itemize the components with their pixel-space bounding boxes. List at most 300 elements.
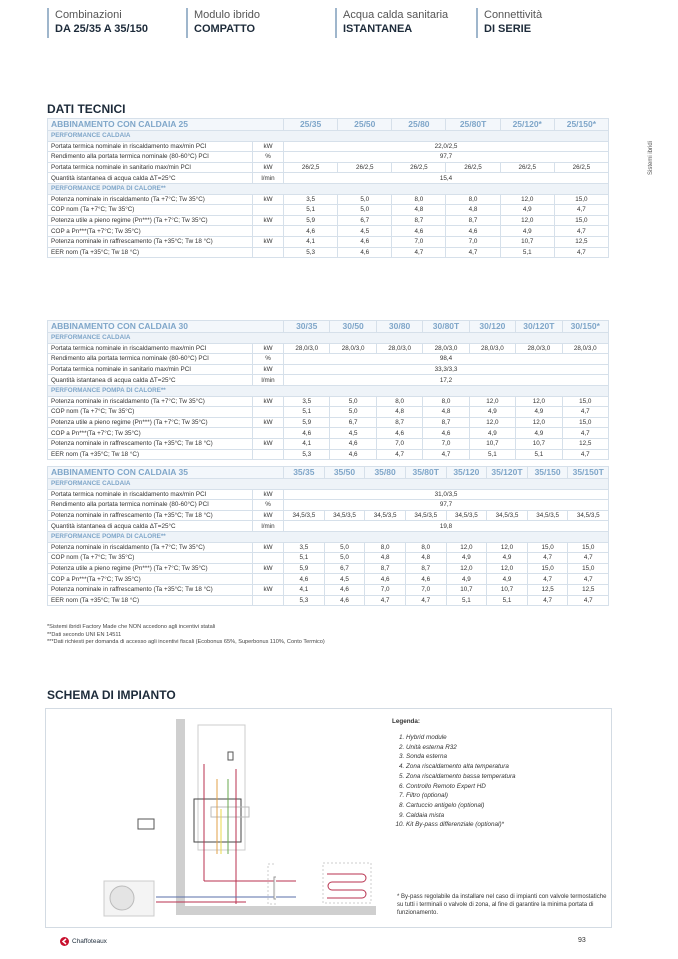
- row-unit: kW: [253, 510, 284, 521]
- row-unit: kW: [253, 194, 284, 205]
- row-value: 3,5: [284, 194, 338, 205]
- row-value: 4,6: [423, 428, 469, 439]
- row-label: Potenza utile a pieno regime (Pn***) (Ta +7°C; Tw 35°C): [48, 417, 253, 428]
- row-value: 5,1: [500, 247, 554, 258]
- row-label: Quantità istantanea di acqua calda ΔT=25°C: [48, 375, 253, 386]
- row-unit: [253, 553, 284, 564]
- row-value: 4,7: [527, 595, 568, 606]
- row-unit: kW: [253, 215, 284, 226]
- row-value-merged: 31,0/3,5: [284, 489, 609, 500]
- row-unit: [253, 428, 284, 439]
- row-value: 34,5/3,5: [365, 510, 406, 521]
- row-label: EER nom (Ta +35°C; Tw 18 °C): [48, 595, 253, 606]
- row-value: 7,0: [365, 584, 406, 595]
- row-value: 4,6: [376, 428, 422, 439]
- row-unit: l/min: [253, 521, 284, 532]
- row-unit: l/min: [253, 375, 284, 386]
- legend-item: 4. Zona riscaldamento alta temperatura: [406, 762, 516, 772]
- legend: [392, 718, 516, 830]
- model-header: 30/50: [330, 321, 376, 333]
- row-value: 6,7: [330, 417, 376, 428]
- row-value: 7,0: [376, 438, 422, 449]
- section-title-dati-tecnici: DATI TECNICI: [47, 102, 126, 116]
- row-value: 4,9: [469, 428, 515, 439]
- row-value: 4,8: [423, 407, 469, 418]
- table-row: [48, 364, 609, 375]
- model-header: 30/80: [376, 321, 422, 333]
- row-value: 4,6: [405, 574, 446, 585]
- row-value: 4,6: [392, 226, 446, 237]
- row-value: 4,8: [376, 407, 422, 418]
- row-value: 4,7: [392, 247, 446, 258]
- brand-name: Chaffoteaux: [72, 938, 107, 945]
- row-unit: kW: [253, 542, 284, 553]
- table-subheader-row: [48, 131, 609, 142]
- model-header: 35/150T: [568, 467, 609, 479]
- footnote: *Sistemi ibridi Factory Made che NON accedono agli incentivi statali: [47, 624, 216, 630]
- header-value: DI SERIE: [484, 23, 532, 35]
- row-value: 4,9: [500, 226, 554, 237]
- row-value: 4,7: [423, 449, 469, 460]
- legend-item: 2. Unità esterna R32: [406, 743, 516, 753]
- table-row: [48, 375, 609, 386]
- model-header: 35/80T: [405, 467, 446, 479]
- row-label: COP nom (Ta +7°C; Tw 35°C): [48, 553, 253, 564]
- row-unit: kW: [253, 141, 284, 152]
- row-unit: [253, 595, 284, 606]
- row-value: 15,0: [554, 194, 608, 205]
- row-value: 4,7: [527, 553, 568, 564]
- row-value: 4,7: [568, 553, 609, 564]
- row-value: 15,0: [527, 542, 568, 553]
- row-value: 4,7: [562, 428, 608, 439]
- legend-item: 8. Cartuccio antigelo (optional): [406, 801, 516, 811]
- row-value: 4,6: [330, 438, 376, 449]
- row-value: 4,7: [365, 595, 406, 606]
- row-value: 4,9: [446, 574, 487, 585]
- row-value: 4,9: [487, 574, 528, 585]
- row-value: 4,6: [324, 595, 365, 606]
- row-value: 5,1: [487, 595, 528, 606]
- row-label: Quantità istantanea di acqua calda ΔT=25°C: [48, 521, 253, 532]
- model-header: 25/150*: [554, 119, 608, 131]
- row-value: 6,7: [324, 563, 365, 574]
- model-header: 35/80: [365, 467, 406, 479]
- row-value: 7,0: [392, 236, 446, 247]
- row-value: 4,7: [568, 595, 609, 606]
- table-row: [48, 152, 609, 163]
- subheader-label: PERFORMANCE POMPA DI CALORE**: [48, 183, 609, 194]
- row-value: 4,5: [324, 574, 365, 585]
- header-label: Modulo ibrido: [194, 9, 261, 21]
- row-value: 34,5/3,5: [487, 510, 528, 521]
- row-value: 12,0: [469, 396, 515, 407]
- row-value: 5,3: [284, 595, 325, 606]
- row-value: 8,0: [405, 542, 446, 553]
- model-header: 25/35: [284, 119, 338, 131]
- row-unit: [253, 449, 284, 460]
- zone-box: [323, 863, 371, 903]
- row-label: Potenza utile a pieno regime (Pn***) (Ta +7°C; Tw 35°C): [48, 215, 253, 226]
- table-caldaia-35: [47, 466, 609, 606]
- row-unit: %: [253, 152, 284, 163]
- row-value: 15,0: [527, 563, 568, 574]
- row-label: Portata termica nominale in riscaldamento max/min PCI: [48, 141, 253, 152]
- table-row: [48, 584, 609, 595]
- row-value: 8,7: [405, 563, 446, 574]
- row-value-merged: 19,8: [284, 521, 609, 532]
- header-item-connettivita: [476, 8, 604, 38]
- row-value: 5,0: [338, 205, 392, 216]
- header-item-modulo: [186, 8, 314, 38]
- table-caldaia-25: [47, 118, 609, 258]
- row-value: 4,7: [554, 226, 608, 237]
- row-value: 7,0: [446, 236, 500, 247]
- table-row: [48, 595, 609, 606]
- row-value: 26/2,5: [554, 162, 608, 173]
- model-header: 30/80T: [423, 321, 469, 333]
- model-header: 30/35: [284, 321, 330, 333]
- row-value: 15,0: [554, 215, 608, 226]
- row-unit: kW: [253, 584, 284, 595]
- row-value: 4,6: [330, 449, 376, 460]
- row-value: 34,5/3,5: [568, 510, 609, 521]
- row-value: 12,0: [469, 417, 515, 428]
- row-value: 4,5: [338, 226, 392, 237]
- footnote: ***Dati richiesti per domanda di accesso agli incentivi fiscali (Ecobonus 65%, Superbonus 110%, Conto Termico): [47, 639, 325, 645]
- table-row: [48, 354, 609, 365]
- row-value: 10,7: [487, 584, 528, 595]
- row-value: 5,9: [284, 215, 338, 226]
- row-value: 5,0: [330, 407, 376, 418]
- row-value: 12,0: [516, 396, 562, 407]
- table-subheader-row: [48, 385, 609, 396]
- row-value: 12,5: [562, 438, 608, 449]
- legend-item: 10. Kit By-pass differenziale (optional)*: [406, 820, 516, 830]
- row-value: 12,0: [446, 563, 487, 574]
- row-value: 15,0: [562, 417, 608, 428]
- row-unit: kW: [253, 236, 284, 247]
- footnote: **Dati secondo UNI EN 14511: [47, 631, 122, 638]
- zones-schematic: [46, 709, 276, 927]
- row-label: Rendimento alla portata termica nominale (80-60°C) PCI: [48, 152, 253, 163]
- row-value: 12,0: [500, 215, 554, 226]
- row-value: 6,7: [338, 215, 392, 226]
- model-header: 25/80T: [446, 119, 500, 131]
- row-value: 26/2,5: [392, 162, 446, 173]
- section-title-schema: SCHEMA DI IMPIANTO: [47, 688, 176, 702]
- table-subheader-row: [48, 479, 609, 490]
- row-value: 12,0: [516, 417, 562, 428]
- row-value: 5,9: [284, 563, 325, 574]
- row-value: 12,0: [500, 194, 554, 205]
- row-value-merged: 17,2: [284, 375, 609, 386]
- table-row: [48, 343, 609, 354]
- row-value: 34,5/3,5: [284, 510, 325, 521]
- row-value-merged: 97,7: [284, 500, 609, 511]
- row-value: 28,0/3,0: [376, 343, 422, 354]
- row-value: 4,7: [568, 574, 609, 585]
- row-value: 12,0: [487, 542, 528, 553]
- table-header-row: [48, 321, 609, 333]
- row-value: 5,0: [324, 542, 365, 553]
- row-value: 4,9: [500, 205, 554, 216]
- row-value: 4,9: [516, 407, 562, 418]
- row-value: 4,6: [446, 226, 500, 237]
- row-unit: %: [253, 354, 284, 365]
- row-label: Potenza nominale in riscaldamento (Ta +7°C; Tw 35°C): [48, 542, 253, 553]
- row-value: 8,0: [423, 396, 469, 407]
- row-value: 15,0: [562, 396, 608, 407]
- row-value: 4,8: [405, 553, 446, 564]
- row-value: 5,3: [284, 449, 330, 460]
- row-value: 5,0: [324, 553, 365, 564]
- row-value: 4,6: [284, 226, 338, 237]
- row-value: 34,5/3,5: [527, 510, 568, 521]
- table-row: [48, 141, 609, 152]
- row-label: Potenza nominale in riscaldamento (Ta +7°C; Tw 35°C): [48, 396, 253, 407]
- header-label: Acqua calda sanitaria: [343, 9, 449, 21]
- table-row: [48, 510, 609, 521]
- row-value: 26/2,5: [446, 162, 500, 173]
- row-label: Potenza nominale in riscaldamento (Ta +7°C; Tw 35°C): [48, 194, 253, 205]
- table-caldaia-30: [47, 320, 609, 460]
- table-subheader-row: [48, 183, 609, 194]
- row-label: EER nom (Ta +35°C; Tw 18 °C): [48, 449, 253, 460]
- legend-title: Legenda:: [392, 718, 420, 725]
- row-value: 4,6: [338, 236, 392, 247]
- row-value: 28,0/3,0: [330, 343, 376, 354]
- bypass-note: * By-pass regolabile da installare nel caso di impianti con valvole termostatiche su tutti i terminali o valvole di zona, al fine di garantire la minima portata di funzionamento.: [397, 894, 607, 916]
- legend-item: 9. Caldaia mista: [406, 811, 516, 821]
- row-value: 5,1: [516, 449, 562, 460]
- row-value: 28,0/3,0: [562, 343, 608, 354]
- row-value: 5,1: [469, 449, 515, 460]
- row-label: Potenza nominale in raffrescamento (Ta +35°C; Tw 18 °C): [48, 584, 253, 595]
- row-value: 34,5/3,5: [446, 510, 487, 521]
- model-header: 35/50: [324, 467, 365, 479]
- row-value: 34,5/3,5: [324, 510, 365, 521]
- legend-item: 6. Controllo Remoto Expert HD: [406, 782, 516, 792]
- row-value: 8,7: [392, 215, 446, 226]
- row-unit: kW: [253, 343, 284, 354]
- row-unit: [253, 205, 284, 216]
- table-subheader-row: [48, 531, 609, 542]
- row-value: 7,0: [423, 438, 469, 449]
- row-value: 4,7: [405, 595, 446, 606]
- row-value: 4,6: [284, 428, 330, 439]
- table-row: [48, 215, 609, 226]
- table-subheader-row: [48, 333, 609, 344]
- row-value: 5,9: [284, 417, 330, 428]
- row-value: 12,5: [527, 584, 568, 595]
- row-value: 4,8: [446, 205, 500, 216]
- row-value: 4,6: [324, 584, 365, 595]
- table-row: [48, 205, 609, 216]
- row-value: 10,7: [446, 584, 487, 595]
- model-header: 25/50: [338, 119, 392, 131]
- subheader-label: PERFORMANCE POMPA DI CALORE**: [48, 385, 609, 396]
- row-label: Portata termica nominale in sanitario max/min PCI: [48, 364, 253, 375]
- table-row: [48, 396, 609, 407]
- row-value: 26/2,5: [338, 162, 392, 173]
- row-value-merged: 22,0/2,5: [284, 141, 609, 152]
- model-header: 30/120T: [516, 321, 562, 333]
- row-value: 4,5: [330, 428, 376, 439]
- row-value: 34,5/3,5: [405, 510, 446, 521]
- row-label: COP a Pn***(Ta +7°C; Tw 35°C): [48, 428, 253, 439]
- model-header: 35/150: [527, 467, 568, 479]
- row-value-merged: 15,4: [284, 173, 609, 184]
- row-value: 4,8: [365, 553, 406, 564]
- row-label: Quantità istantanea di acqua calda ΔT=25°C: [48, 173, 253, 184]
- row-value: 4,7: [446, 247, 500, 258]
- row-value: 12,0: [446, 542, 487, 553]
- subheader-label: PERFORMANCE CALDAIA: [48, 333, 609, 344]
- row-value: 28,0/3,0: [284, 343, 330, 354]
- table-header-row: [48, 467, 609, 479]
- row-unit: kW: [253, 563, 284, 574]
- row-label: EER nom (Ta +35°C; Tw 18 °C): [48, 247, 253, 258]
- table-row: [48, 407, 609, 418]
- table-row: [48, 194, 609, 205]
- model-header: 25/80: [392, 119, 446, 131]
- model-header: 35/120: [446, 467, 487, 479]
- model-header: 35/120T: [487, 467, 528, 479]
- row-unit: [253, 247, 284, 258]
- row-label: COP a Pn***(Ta +7°C; Tw 35°C): [48, 226, 253, 237]
- table-row: [48, 521, 609, 532]
- table-row: [48, 489, 609, 500]
- row-value: 4,1: [284, 438, 330, 449]
- row-value: 3,5: [284, 396, 330, 407]
- header-label: Combinazioni: [55, 9, 122, 21]
- row-unit: [253, 407, 284, 418]
- row-value: 10,7: [516, 438, 562, 449]
- row-value: 8,7: [446, 215, 500, 226]
- row-value: 4,9: [469, 407, 515, 418]
- legend-item: 1. Hybrid module: [406, 733, 516, 743]
- row-value: 4,8: [392, 205, 446, 216]
- table-row: [48, 553, 609, 564]
- table-row: [48, 438, 609, 449]
- row-value: 4,7: [562, 407, 608, 418]
- chaffoteaux-logo-icon: [60, 937, 69, 946]
- brand-logo: [60, 937, 107, 946]
- row-unit: kW: [253, 364, 284, 375]
- row-unit: kW: [253, 438, 284, 449]
- row-value: 8,7: [376, 417, 422, 428]
- row-value: 26/2,5: [500, 162, 554, 173]
- row-label: COP nom (Ta +7°C; Tw 35°C): [48, 205, 253, 216]
- row-value: 4,9: [446, 553, 487, 564]
- row-value: 15,0: [568, 563, 609, 574]
- row-value: 8,7: [423, 417, 469, 428]
- row-value: 4,7: [562, 449, 608, 460]
- row-value: 28,0/3,0: [469, 343, 515, 354]
- table-title: ABBINAMENTO CON CALDAIA 25: [48, 119, 284, 131]
- row-label: Potenza nominale in raffrescamento (Ta +35°C; Tw 18 °C): [48, 510, 253, 521]
- table-row: [48, 563, 609, 574]
- legend-item: 5. Zona riscaldamento bassa temperatura: [406, 772, 516, 782]
- row-value: 7,0: [405, 584, 446, 595]
- row-value: 4,9: [516, 428, 562, 439]
- header-item-acqua: [335, 8, 463, 38]
- table-row: [48, 417, 609, 428]
- row-value: 8,0: [376, 396, 422, 407]
- row-value: 12,5: [568, 584, 609, 595]
- row-value: 8,7: [365, 563, 406, 574]
- floor-heating-icon: [327, 874, 366, 898]
- row-value: 4,7: [554, 205, 608, 216]
- header-item-combinazioni: [47, 8, 175, 38]
- row-value-merged: 97,7: [284, 152, 609, 163]
- row-value: 4,1: [284, 236, 338, 247]
- row-label: Portata termica nominale in riscaldamento max/min PCI: [48, 489, 253, 500]
- radiator-icon: [274, 877, 276, 899]
- row-unit: l/min: [253, 173, 284, 184]
- table-row: [48, 247, 609, 258]
- row-value: 10,7: [469, 438, 515, 449]
- row-unit: kW: [253, 396, 284, 407]
- subheader-label: PERFORMANCE POMPA DI CALORE**: [48, 531, 609, 542]
- row-value: 4,7: [554, 247, 608, 258]
- footnotes: [47, 624, 325, 647]
- header-value: DA 25/35 A 35/150: [55, 23, 148, 35]
- row-unit: %: [253, 500, 284, 511]
- row-label: COP a Pn***(Ta +7°C; Tw 35°C): [48, 574, 253, 585]
- row-value: 5,1: [284, 407, 330, 418]
- row-value: 12,0: [487, 563, 528, 574]
- table-row: [48, 236, 609, 247]
- row-unit: [253, 574, 284, 585]
- row-value: 12,5: [554, 236, 608, 247]
- header-value: ISTANTANEA: [343, 23, 413, 35]
- table-title: ABBINAMENTO CON CALDAIA 35: [48, 467, 284, 479]
- row-value: 5,1: [446, 595, 487, 606]
- legend-item: 7. Filtro (optional): [406, 791, 516, 801]
- row-value: 3,5: [284, 542, 325, 553]
- row-value: 4,6: [284, 574, 325, 585]
- row-unit: kW: [253, 417, 284, 428]
- row-value: 5,3: [284, 247, 338, 258]
- row-value-merged: 33,3/3,3: [284, 364, 609, 375]
- row-value: 8,0: [365, 542, 406, 553]
- row-value: 8,0: [446, 194, 500, 205]
- table-row: [48, 162, 609, 173]
- row-label: Potenza utile a pieno regime (Pn***) (Ta +7°C; Tw 35°C): [48, 563, 253, 574]
- model-header: 30/150*: [562, 321, 608, 333]
- row-value: 28,0/3,0: [423, 343, 469, 354]
- row-unit: kW: [253, 162, 284, 173]
- row-value: 15,0: [568, 542, 609, 553]
- row-value: 5,0: [338, 194, 392, 205]
- row-value: 4,6: [338, 247, 392, 258]
- low-temp-zone: [322, 862, 392, 907]
- row-value-merged: 98,4: [284, 354, 609, 365]
- model-header: 25/120*: [500, 119, 554, 131]
- legend-item: 3. Sonda esterna: [406, 752, 516, 762]
- page-number: 93: [578, 937, 586, 944]
- row-value: 4,7: [527, 574, 568, 585]
- table-row: [48, 542, 609, 553]
- table-header-row: [48, 119, 609, 131]
- row-label: COP nom (Ta +7°C; Tw 35°C): [48, 407, 253, 418]
- row-value: 4,1: [284, 584, 325, 595]
- header-label: Connettività: [484, 9, 543, 21]
- row-unit: [253, 226, 284, 237]
- row-value: 5,0: [330, 396, 376, 407]
